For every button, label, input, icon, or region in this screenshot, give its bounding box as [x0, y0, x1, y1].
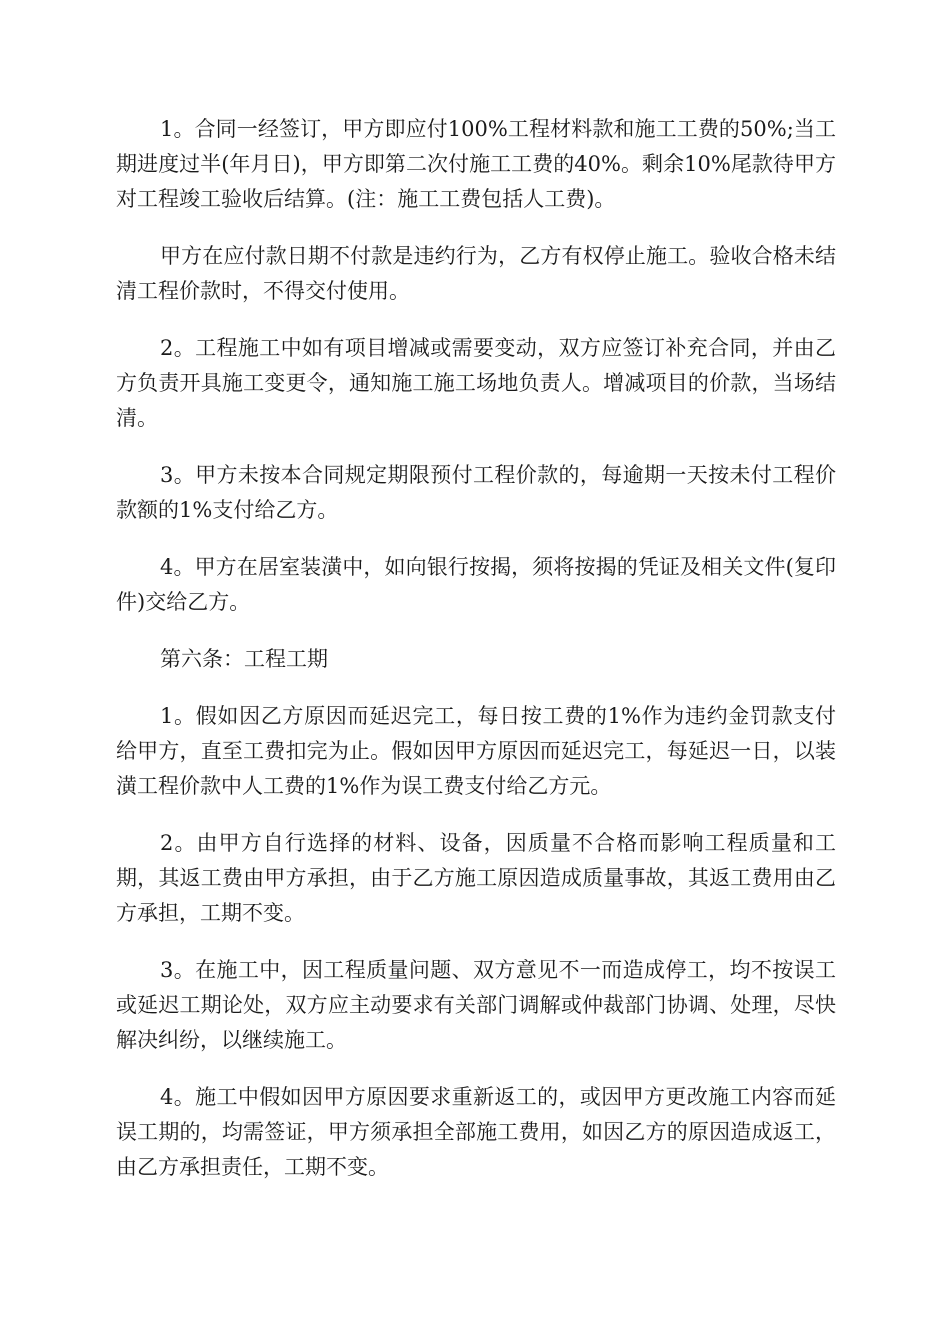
- paragraph-dispute-resolution: 3。在施工中，因工程质量问题、双方意见不一而造成停工，均不按误工或延迟工期论处，双方应主动要求有关部门调解或仲裁部门协调、处理，尽快解决纠纷，以继续施工。: [116, 958, 836, 1052]
- paragraph-mortgage: 4。甲方在居室装潢中，如向银行按揭，须将按揭的凭证及相关文件(复印件)交给乙方。: [116, 555, 836, 614]
- document-page: [116, 112, 836, 1207]
- paragraph-delay-penalty: 1。假如因乙方原因而延迟完工，每日按工费的1%作为违约金罚款支付给甲方，直至工费扣完为止。假如因甲方原因而延迟完工，每延迟一日，以装潢工程价款中人工费的1%作为误工费支付给乙方元。: [116, 704, 836, 798]
- paragraph-project-changes: 2。工程施工中如有项目增减或需要变动，双方应签订补充合同，并由乙方负责开具施工变更令，通知施工施工场地负责人。增减项目的价款，当场结清。: [116, 336, 836, 430]
- section-heading: 第六条：工程工期: [160, 647, 328, 671]
- paragraph-rework: 4。施工中假如因甲方原因要求重新返工的，或因甲方更改施工内容而延误工期的，均需签证，甲方须承担全部施工费用，如因乙方的原因造成返工，由乙方承担责任，工期不变。: [116, 1085, 836, 1179]
- paragraph-overdue-penalty: 3。甲方未按本合同规定期限预付工程价款的，每逾期一天按未付工程价款额的1%支付给乙方。: [116, 463, 836, 522]
- paragraph-material-quality: 2。由甲方自行选择的材料、设备，因质量不合格而影响工程质量和工期，其返工费由甲方承担，由于乙方施工原因造成质量事故，其返工费用由乙方承担，工期不变。: [116, 831, 836, 925]
- paragraph-late-payment: 甲方在应付款日期不付款是违约行为，乙方有权停止施工。验收合格未结清工程价款时，不得交付使用。: [116, 244, 836, 303]
- paragraph-payment-schedule: 1。合同一经签订，甲方即应付100%工程材料款和施工工费的50%;当工期进度过半(年月日)，甲方即第二次付施工工费的40%。剩余10%尾款待甲方对工程竣工验收后结算。(注：施工工费包括人工费)。: [116, 117, 836, 211]
